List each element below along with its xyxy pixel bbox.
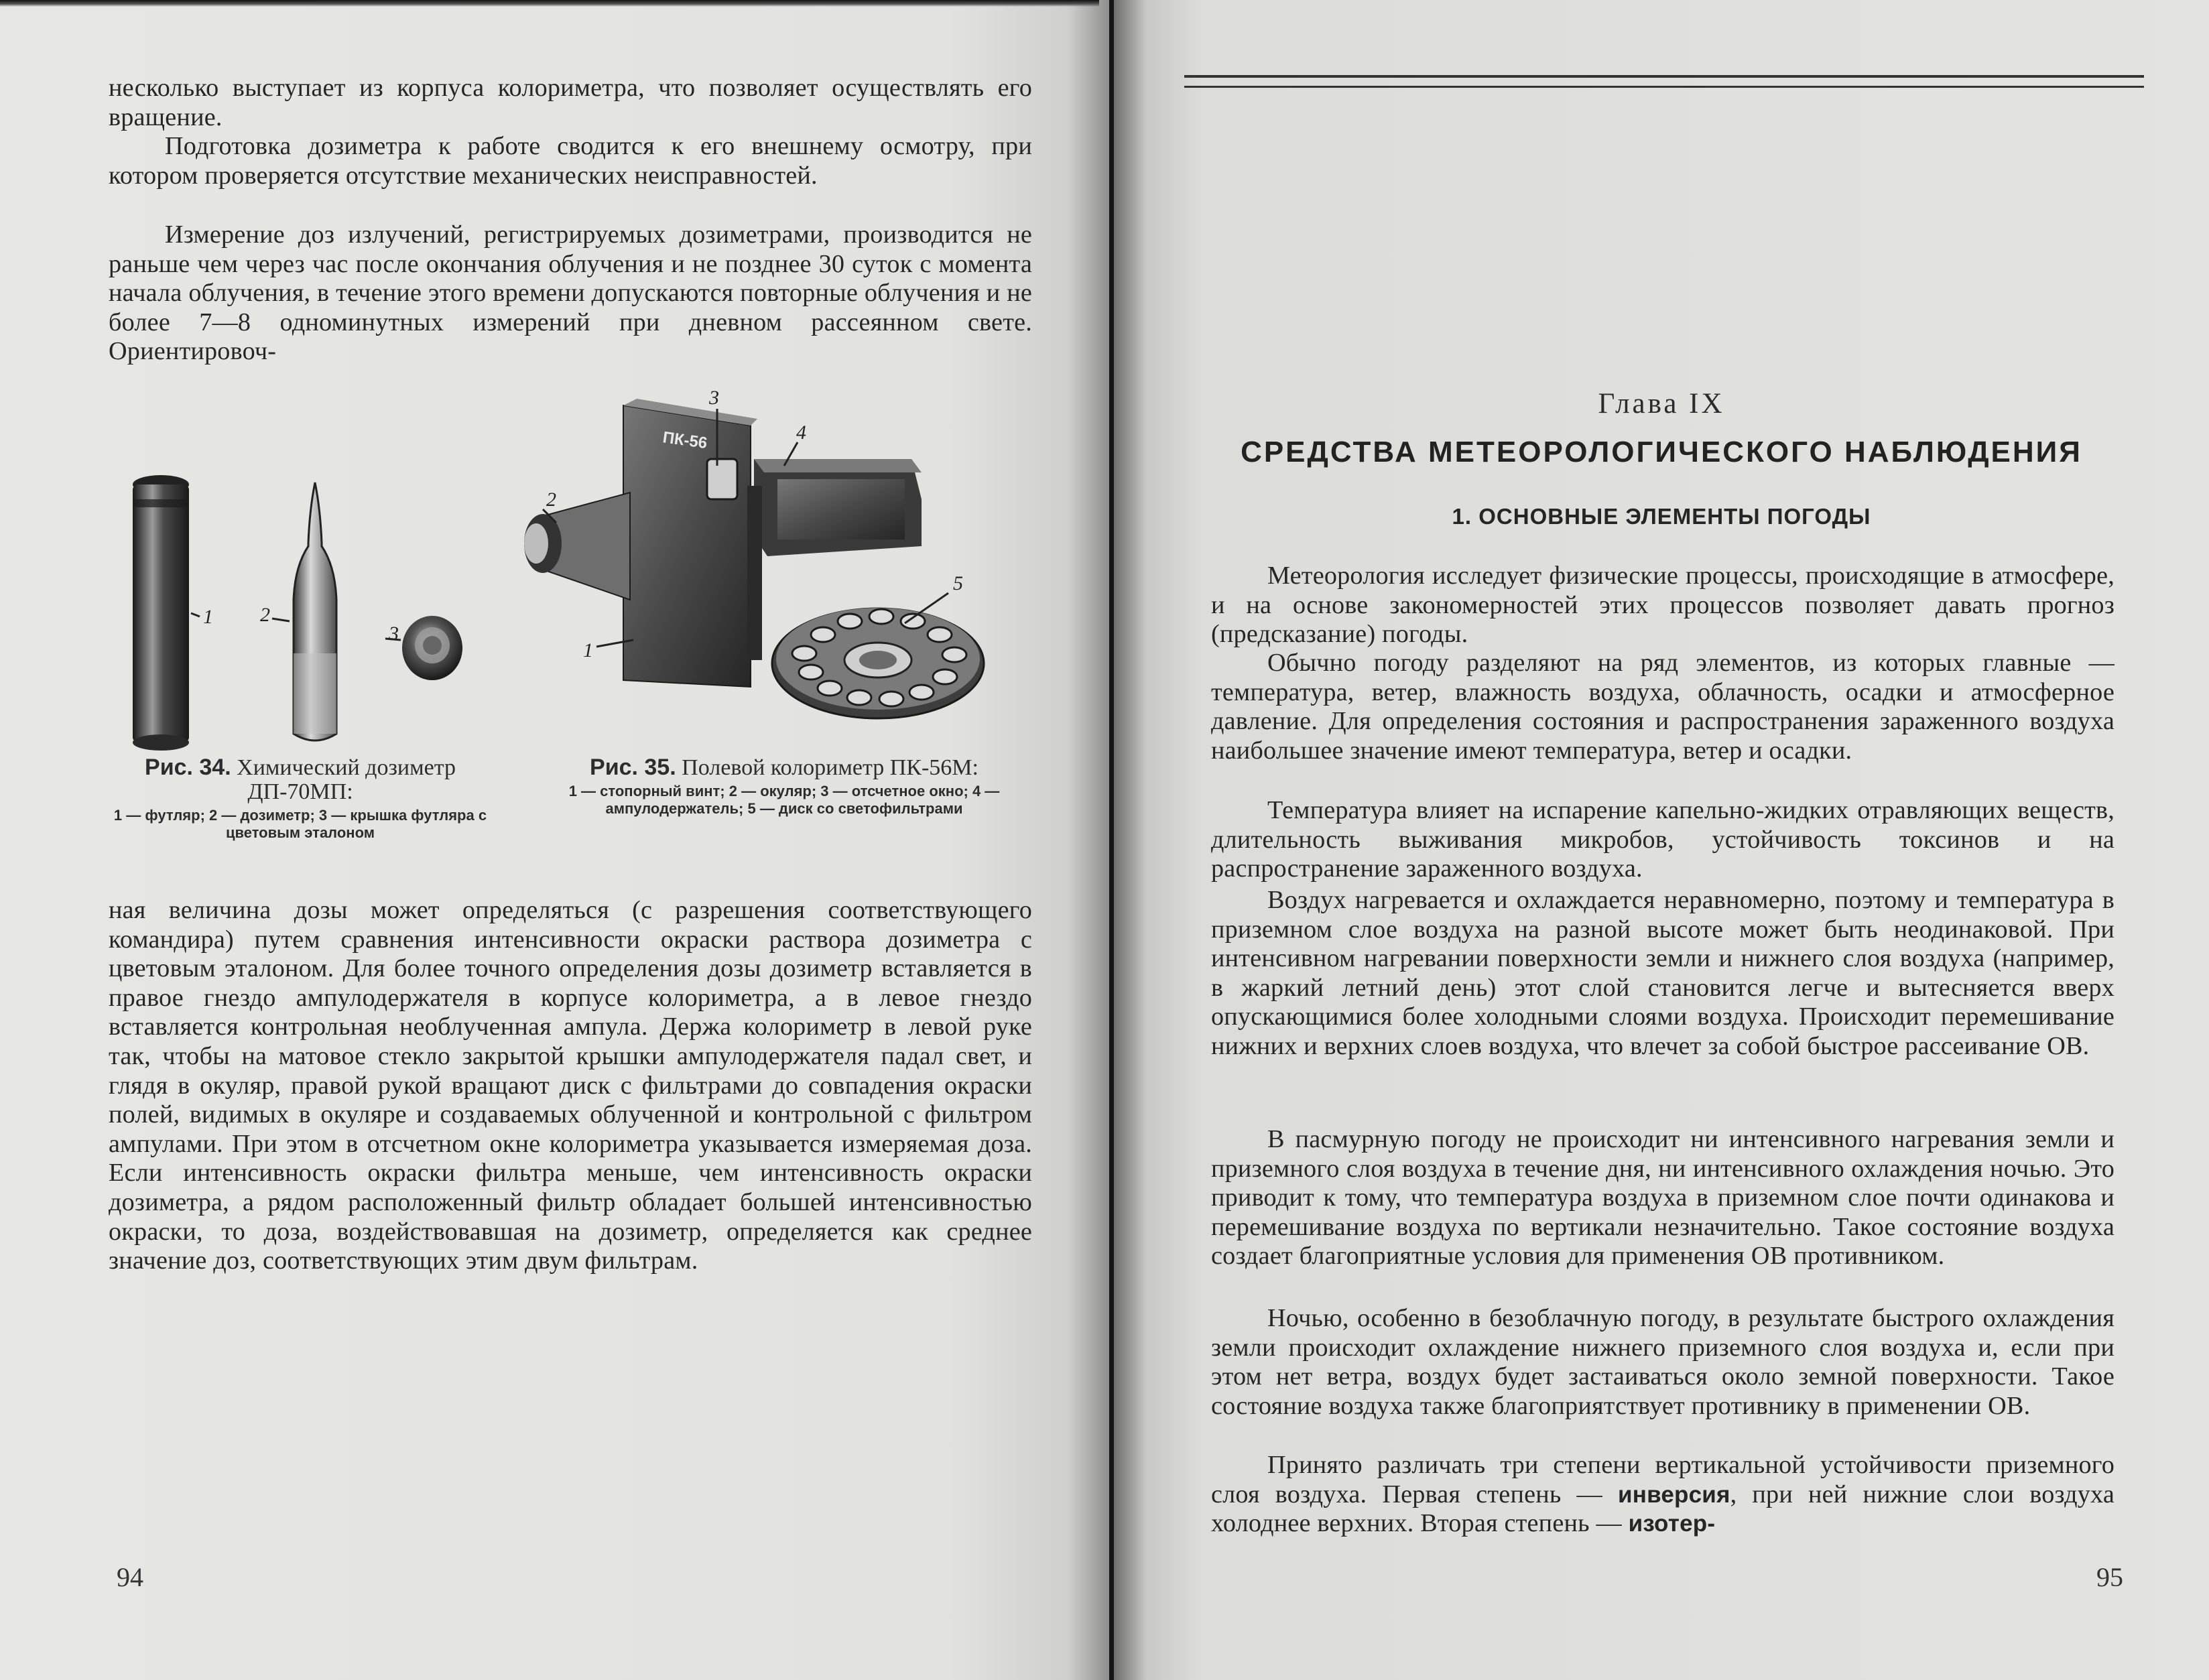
fig35-colorimeter: [524, 399, 984, 718]
right-paragraph-2: Обычно погоду разделяют на ряд элементов, из которых главные — температура, ветер, влажность воздуха, облачность, осадки и атмосферное давление. Для определения состояния и распространения зараженного воздуха наибольшее значение имеют температура, ветер и осадки.: [1211, 649, 2115, 765]
left-paragraph-2: Подготовка дозиметра к работе сводится к его внешнему осмотру, при котором проверяется отсутствие механических неисправностей.: [109, 132, 1032, 190]
chapter-number: Глава IX: [1598, 388, 1725, 419]
term-isotherm: изотер-: [1628, 1510, 1716, 1537]
fig34-case: [133, 475, 200, 751]
fig35-callout-3: 3: [709, 387, 719, 409]
figure-35-legend: 1 — стопорный винт; 2 — окуляр; 3 — отсчетное окно; 4 — ампулодержатель; 5 — диск со светофильтрами: [568, 783, 1000, 817]
term-inversion: инверсия: [1618, 1481, 1730, 1508]
left-paragraph-1: несколько выступает из корпуса колориметра, что позволяет осуществлять его вращение.: [109, 74, 1032, 131]
figure-35-caption: [529, 755, 1039, 818]
fig34-callout-1: 1: [203, 606, 213, 628]
fig34-callout-2: 2: [260, 604, 270, 626]
fig34-dosimeter: [272, 482, 336, 740]
right-paragraph-7: Принято различать три степени вертикальной устойчивости приземного слоя воздуха. Первая степень — инверсия, при ней нижние слои воздуха холоднее верхних. Вторая степень — изотер-: [1211, 1451, 2115, 1538]
section-title: 1. ОСНОВНЫЕ ЭЛЕМЕНТЫ ПОГОДЫ: [1452, 504, 1871, 529]
figure-35-title: Рис. 35. Полевой колориметр ПК-56М:: [590, 755, 979, 780]
page-number-right: 95: [2096, 1562, 2123, 1592]
right-paragraph-5: В пасмурную погоду не происходит ни интенсивного нагревания земли и приземного слоя воздуха в течение дня, ни интенсивного охлаждения ночью. Это приводит к тому, что температура воздуха в приземном слое почти одинакова и перемешивание воздуха по вертикали незначительно. Такое состояние воздуха создает благоприятные условия для применения ОВ противником.: [1211, 1125, 2115, 1271]
fig35-callout-1: 1: [583, 639, 593, 661]
fig35-callout-5: 5: [953, 572, 963, 594]
left-paragraph-4: ная величина дозы может определяться (с разрешения соответствующего командира) путем сравнения интенсивности окраски раствора дозиметра с цветовым эталоном. Для более точного определения дозы дозиметр вставляется в правое гнездо ампулодержателя в корпусе колориметра, а в левое гнездо вставляется контрольная необлученная ампула. Держа колориметр в левой руке так, чтобы на матовое стекло закрытой крышки ампулодержателя падал свет, и глядя в окуляр, правой рукой вращают диск с фильтрами до совпадения окраски полей, видимых в окуляре и создаваемых облученной и контрольной с фильтром ампулами. При этом в отсчетном окне колориметра указывается измеряемая доза. Если интенсивность окраски фильтра меньше, чем интенсивность окраски дозиметра, а рядом расположенный фильтр обладает большей интенсивностью окраски, то доза, воздействовавшая на дозиметр, определяется как среднее значение доз, соответствующих этим двум фильтрам.: [109, 896, 1032, 1275]
fig35-device-marking: ПК-56: [661, 428, 708, 453]
right-paragraph-6: Ночью, особенно в безоблачную погоду, в результате быстрого охлаждения земли происходит охлаждение нижнего приземного слоя воздуха и, если при этом нет ветра, воздух будет застаиваться около земной поверхности. Такое состояние воздуха также благоприятствует противнику в применении ОВ.: [1211, 1304, 2115, 1420]
header-rule-bottom: [1184, 86, 2144, 88]
right-paragraph-3: Температура влияет на испарение капельно-жидких отравляющих веществ, длительность выживания микробов, устойчивость токсинов и на распространение зараженного воздуха.: [1211, 796, 2115, 883]
fig35-callout-4: 4: [796, 422, 806, 444]
right-paragraph-4: Воздух нагревается и охлаждается неравномерно, поэтому и температура в приземном слое воздуха на разной высоте может быть неодинаковой. При интенсивном нагревании поверхности земли и нижнего слоя воздуха (например, в жаркий летний день) этот слой становится легче и вытесняется вверх опускающимися более холодными слоями воздуха. Происходит перемешивание нижних и верхних слоев воздуха, что влечет за собой быстрое рассеивание ОВ.: [1211, 886, 2115, 1060]
right-paragraph-1: Метеорология исследует физические процессы, происходящие в атмосфере, и на основе закономерностей этих процессов позволяет давать прогноз (предсказание) погоды.: [1211, 562, 2115, 649]
fig35-callout-2: 2: [546, 489, 556, 511]
figure-34-legend: 1 — футляр; 2 — дозиметр; 3 — крышка футляра с цветовым эталоном: [113, 807, 487, 841]
fig34-callout-3: 3: [389, 623, 399, 645]
figure-34-title: Рис. 34. Химический дозиметр ДП-70МП:: [145, 755, 456, 804]
left-paragraph-3: Измерение доз излучений, регистрируемых дозиметрами, производится не раньше чем через час после окончания облучения и не позднее 30 суток с момента начала облучения, в течение этого времени допускаются повторные облучения и не более 7—8 одноминутных измерений при дневном рассеянном свете. Ориентировоч-: [109, 220, 1032, 366]
figure-34-caption: [113, 755, 488, 842]
right-page: [1114, 0, 2209, 1680]
page-top-shadow: [0, 0, 1099, 7]
chapter-title: СРЕДСТВА МЕТЕОРОЛОГИЧЕСКОГО НАБЛЮДЕНИЯ: [1241, 436, 2082, 468]
page-number-left: 94: [117, 1562, 143, 1592]
header-rule-top: [1184, 75, 2144, 78]
